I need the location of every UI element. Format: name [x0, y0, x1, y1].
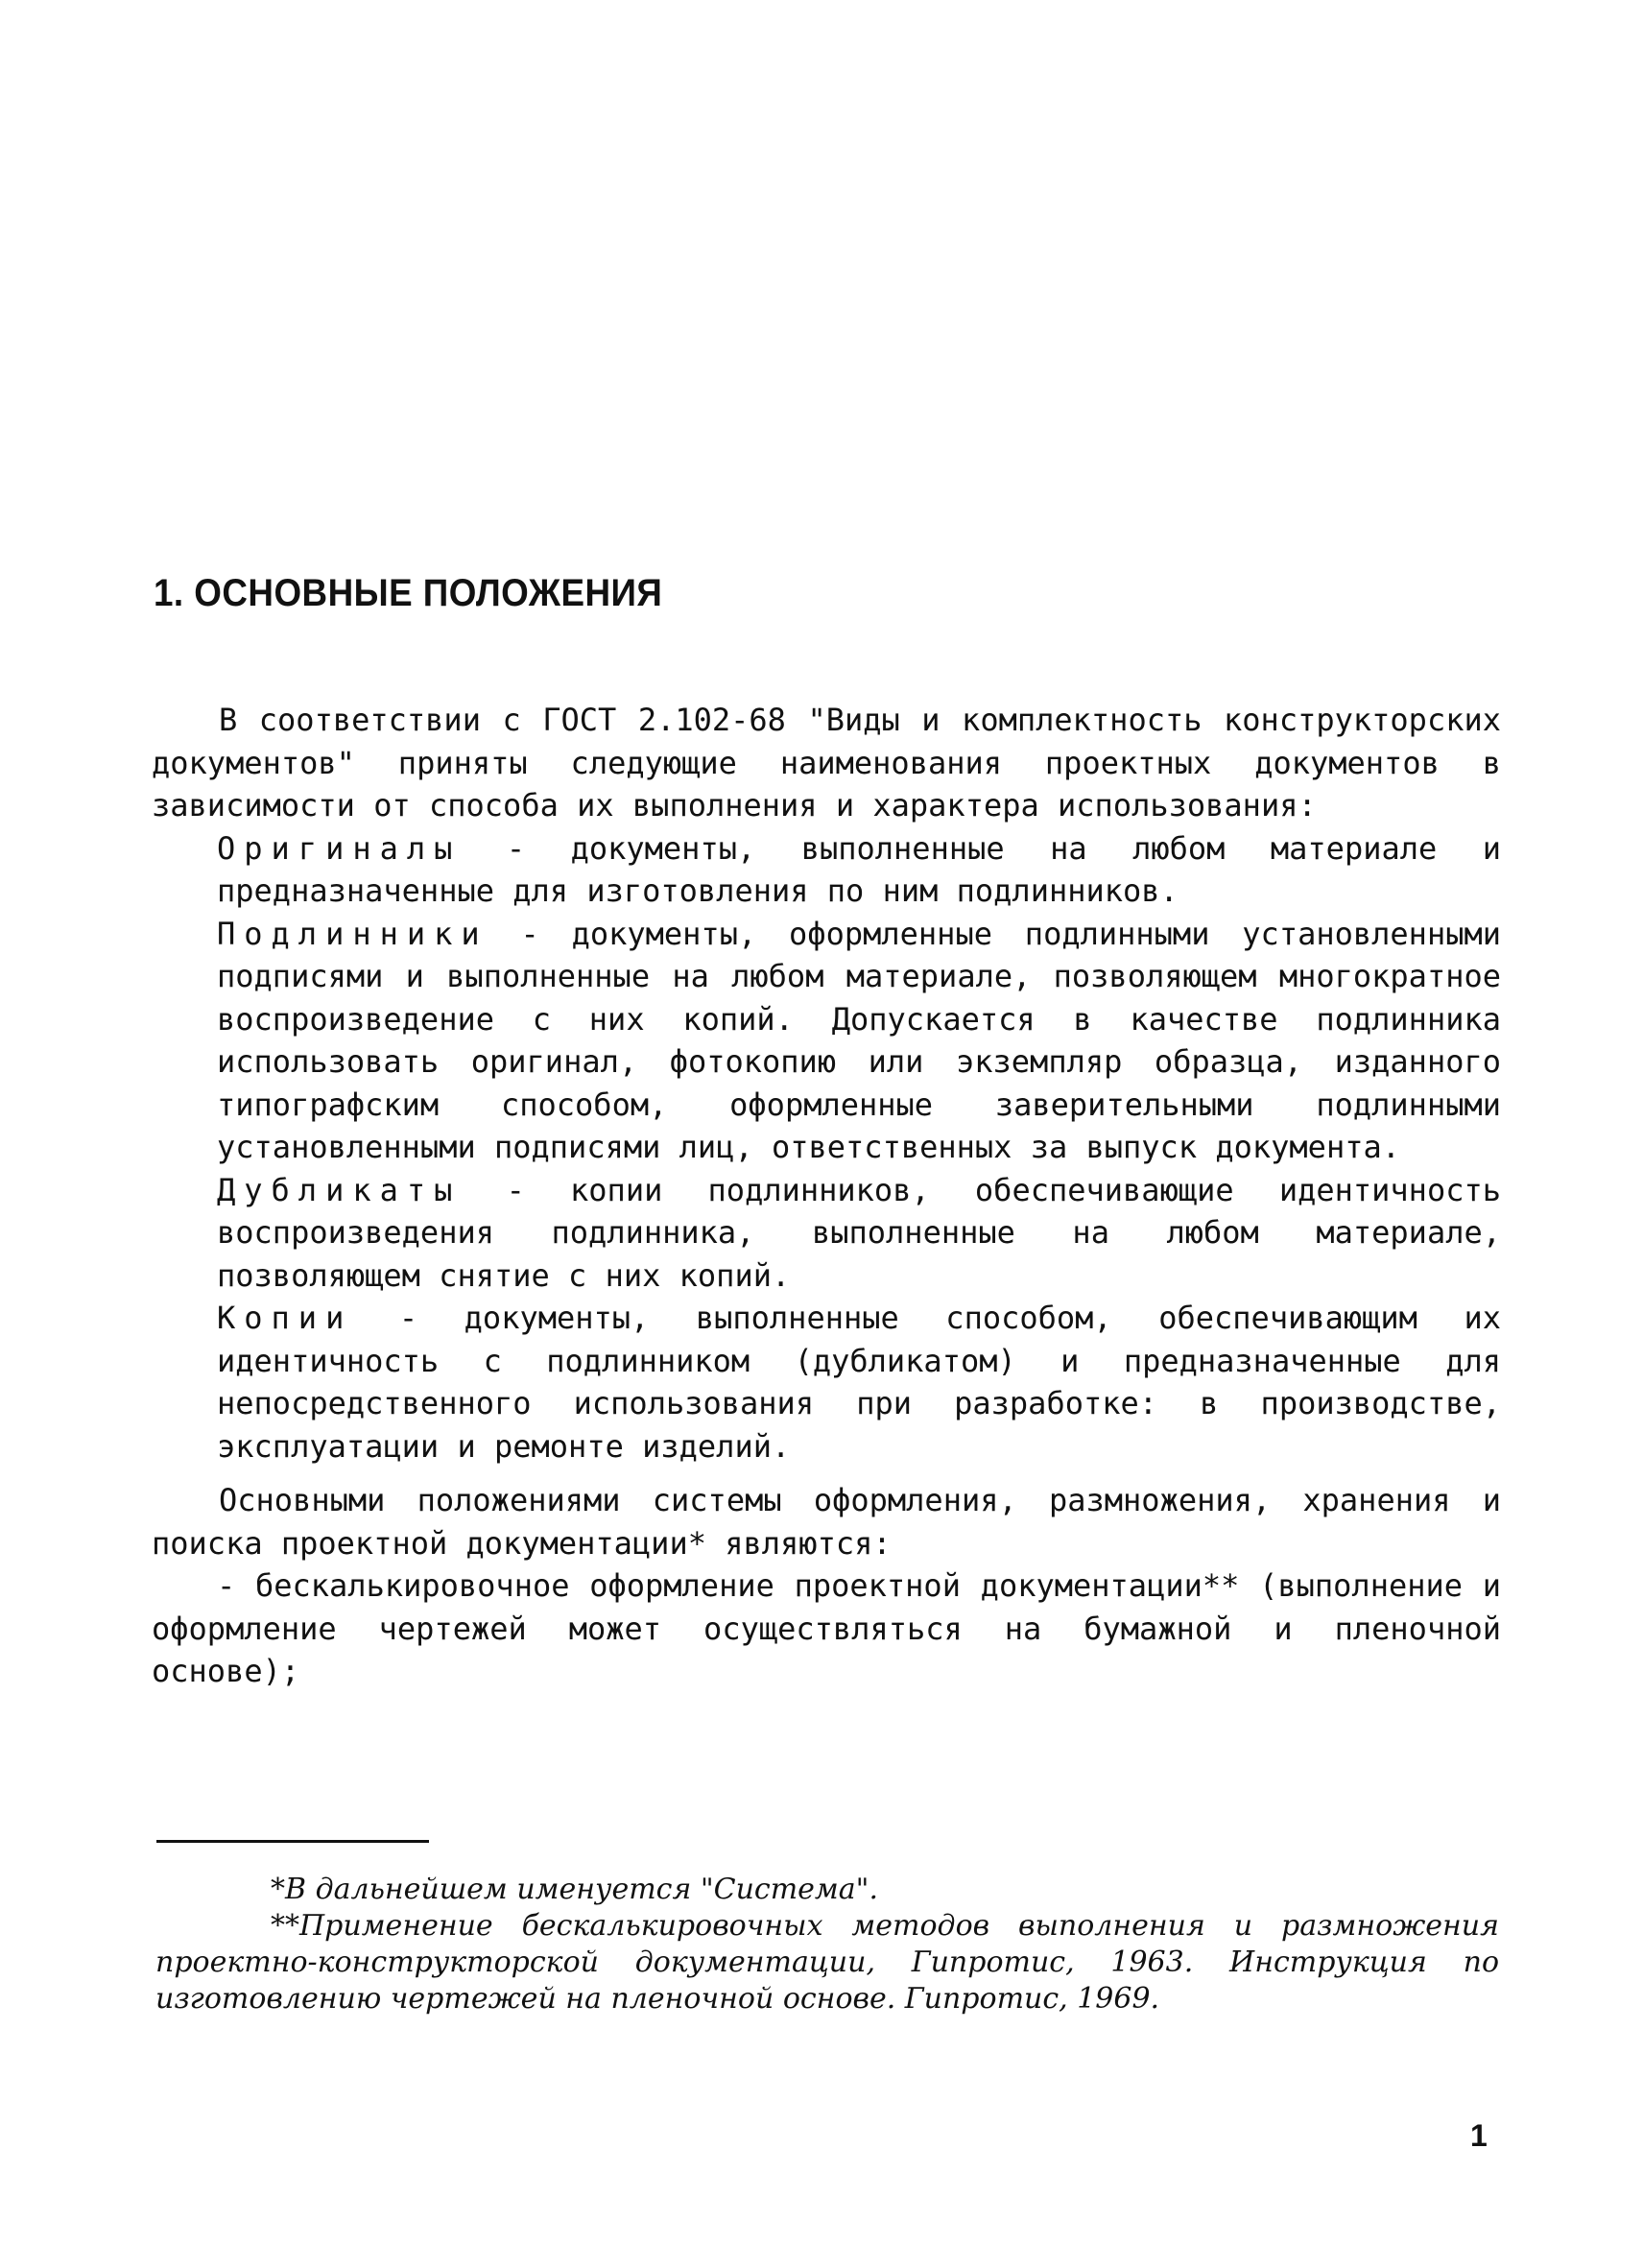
- footnote-1: *В дальнейшем именуется "Система".: [271, 1873, 879, 1906]
- footnote-2: **Применение бескалькировочных методов выполнения и размножения проектно-конструкторской документации, Гипротис, 1963. Инструкция по изготовлению чертежей на пленочной основе. Гипротис, 1969.: [155, 1909, 1499, 2016]
- definition-item: [217, 1169, 1501, 1298]
- definitions-list: [152, 827, 1501, 1468]
- footnotes: [155, 1872, 1499, 2017]
- definition-term: Подлинники: [217, 915, 488, 952]
- principle-item: - бескалькировочное оформление проектной документации** (выполнение и оформление чертежей может осуществляться на бумажной и пленочной основе);: [152, 1567, 1501, 1689]
- definition-text: - документы, оформленные подлинными установленными подписями и выполненные на любом материале, позволяющем многократное воспроизведение с них копий. Допускается в качестве подлинника использовать оригинал, фотокопию или экземпляр образца, изданного типографским способом, оформленные заверительными подлинными установленными подписями лиц, ответственных за выпуск документа.: [217, 915, 1501, 1165]
- body-text: [152, 699, 1501, 1693]
- definition-item: [217, 827, 1501, 913]
- definition-text: - документы, выполненные на любом материале и предназначенные для изготовления по ним подлинников.: [217, 829, 1501, 909]
- footnote-divider: [156, 1840, 429, 1843]
- definition-term: Оригиналы: [217, 829, 462, 867]
- section-heading: 1. ОСНОВНЫЕ ПОЛОЖЕНИЯ: [154, 572, 663, 614]
- definition-text: - копии подлинников, обеспечивающие идентичность воспроизведения подлинника, выполненные на любом материале, позволяющем снятие с них копий.: [217, 1171, 1501, 1294]
- principles-intro: Основными положениями системы оформления, размножения, хранения и поиска проектной документации* являются:: [152, 1482, 1501, 1562]
- intro-paragraph: В соответствии с ГОСТ 2.102-68 "Виды и комплектность конструкторских документов" приняты следующие наименования проектных документов в зависимости от способа их выполнения и характера использования:: [152, 702, 1501, 824]
- definition-term: Дубликаты: [217, 1171, 462, 1208]
- page-number: 1: [1470, 2118, 1488, 2153]
- definition-term: Копии: [217, 1300, 353, 1336]
- definition-text: - документы, выполненные способом, обеспечивающим их идентичность с подлинником (дубликатом) и предназначенные для непосредственного использования при разработке: в производстве, эксплуатации и ремонте изделий.: [217, 1300, 1501, 1465]
- definition-item: [217, 1297, 1501, 1468]
- definition-item: [217, 913, 1501, 1169]
